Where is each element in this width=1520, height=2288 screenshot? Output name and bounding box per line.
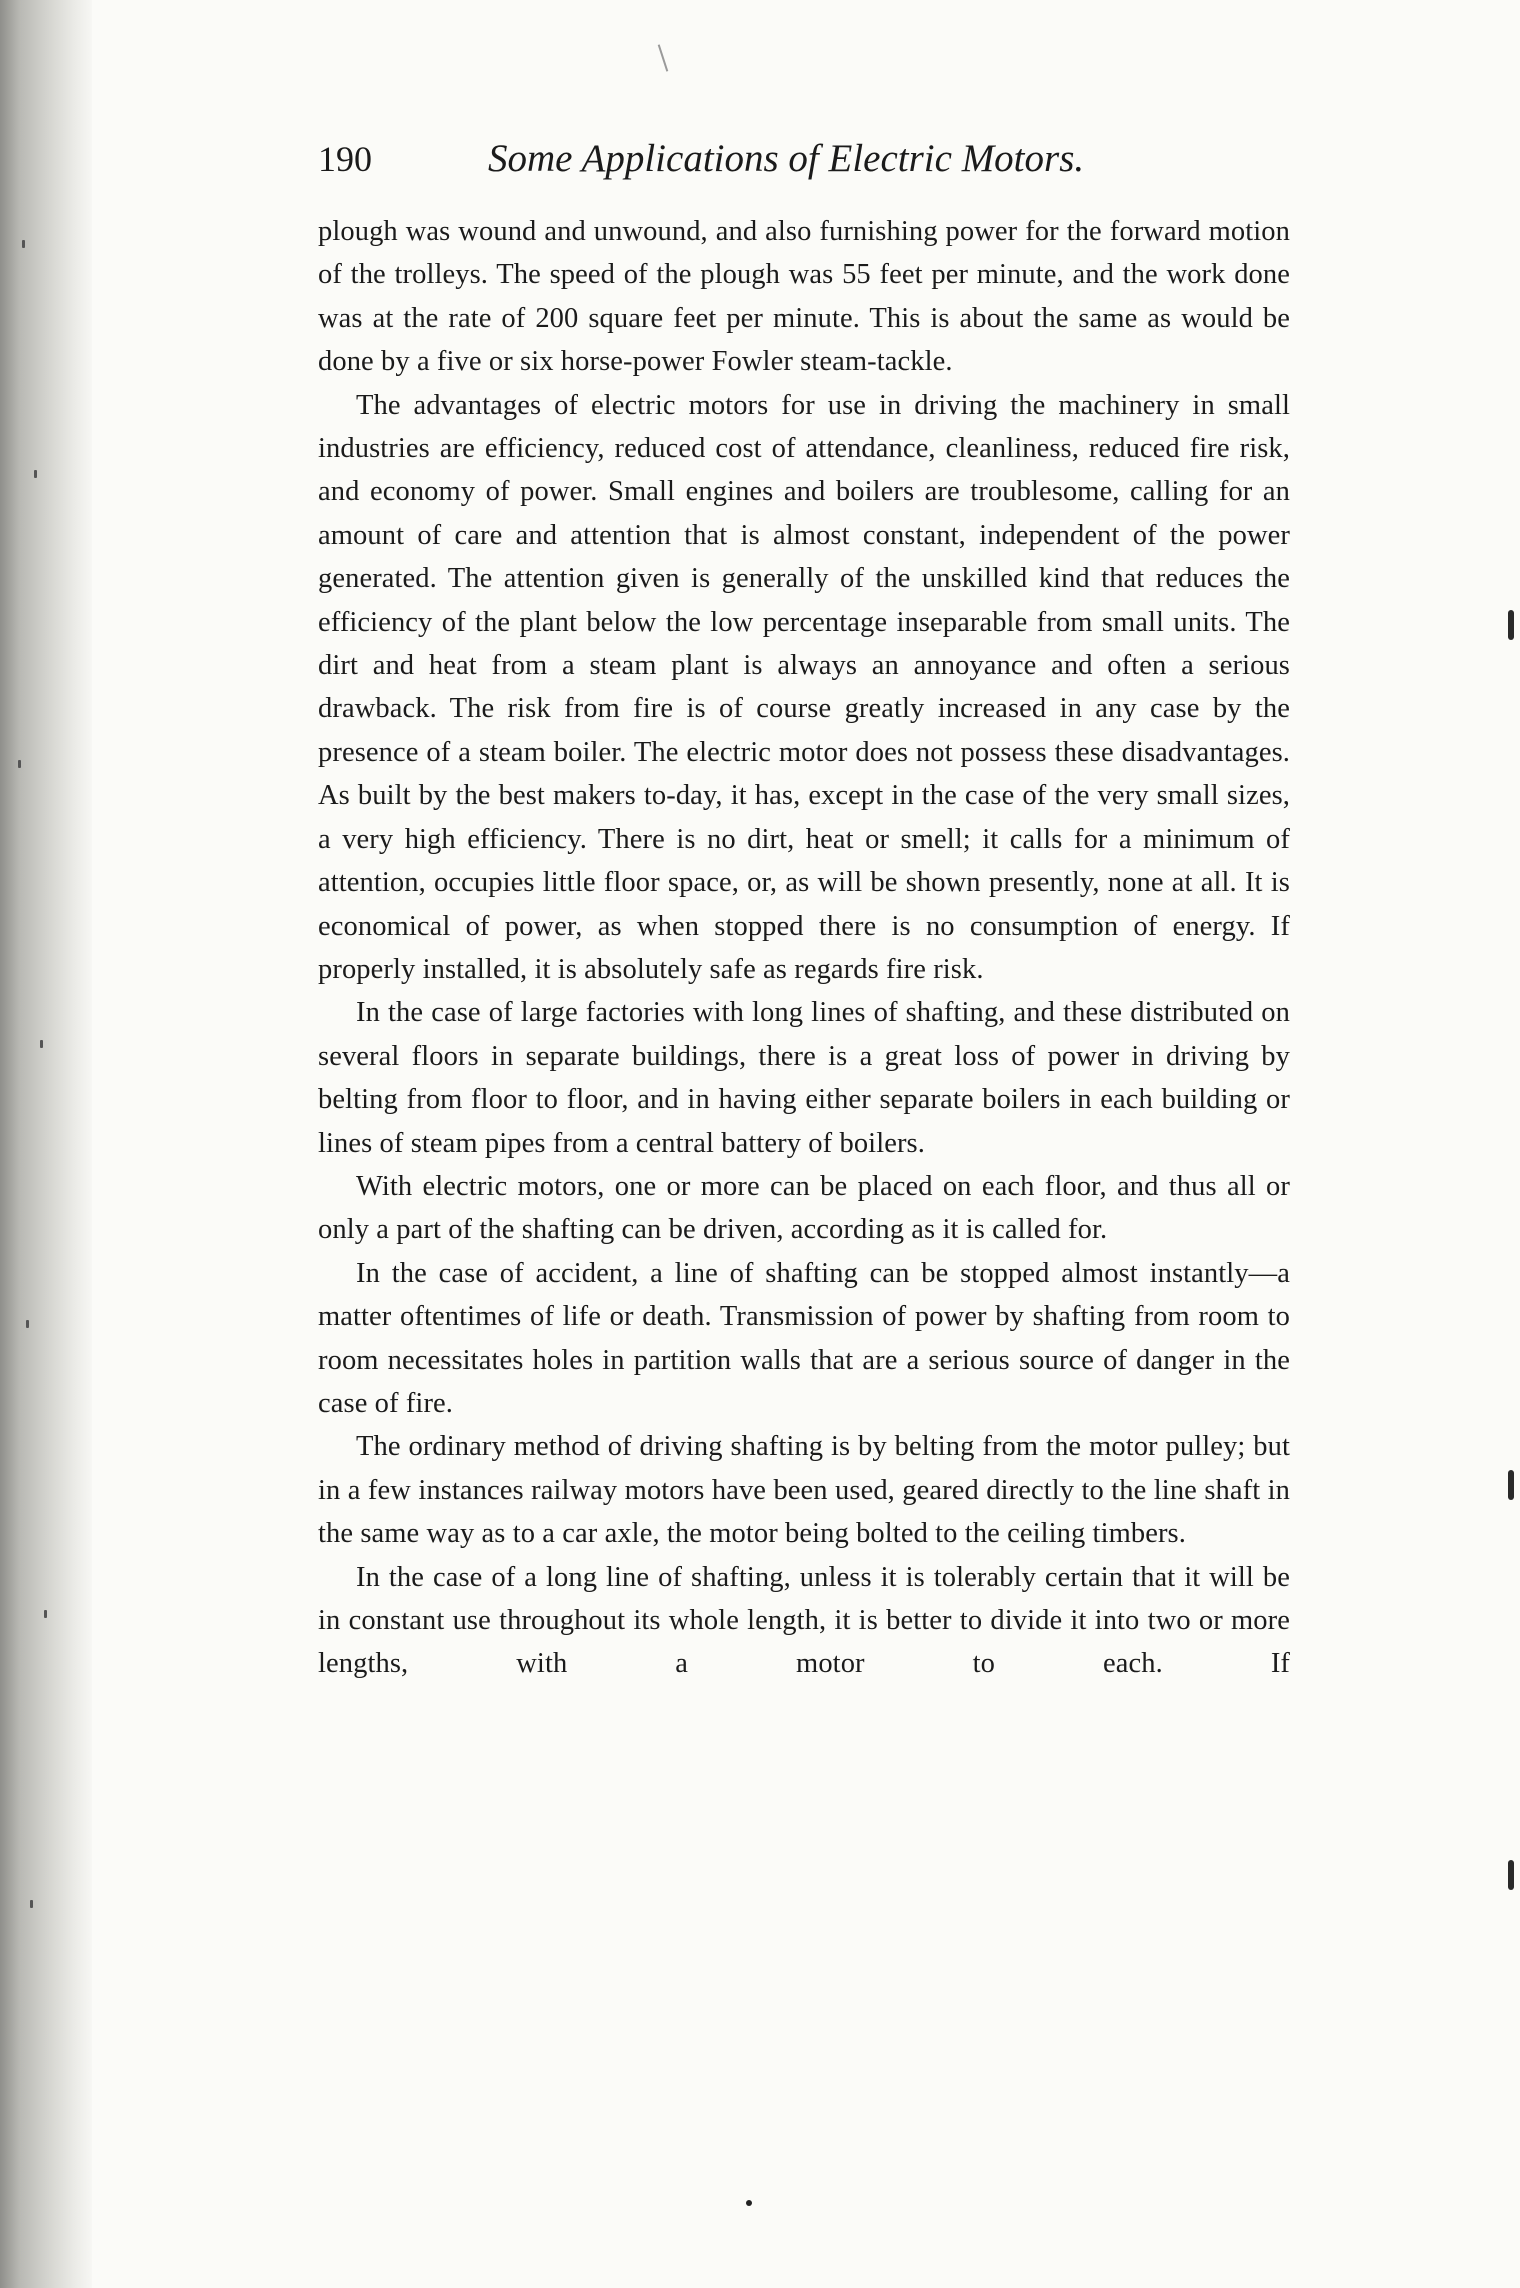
gutter-speck — [22, 240, 25, 248]
gutter-speck — [26, 1320, 29, 1328]
scan-dot — [746, 2200, 752, 2206]
scan-artifact — [658, 44, 669, 71]
paragraph-advantages: The advantages of electric motors for use in driving the machinery in small industries are efficiency, reduced cost of attendance, cleanliness, reduced fire risk, and economy of power. Small engines and boilers are troublesome, calling for an amount of care and attention that is almost constant, independent of the power generated. The attention given is generally of the unskilled kind that reduces the efficiency of the plant below the low percentage inseparable from small units. The dirt and heat from a steam plant is always an annoyance and often a serious drawback. The risk from fire is of course greatly increased in any case by the presence of a steam boiler. The electric motor does not possess these disadvantages. As built by the best makers to-day, it has, except in the case of the very small sizes, a very high efficiency. There is no dirt, heat or smell; it calls for a minimum of attention, occupies little floor space, or, as will be shown presently, none at all. It is economical of power, as when stopped there is no consumption of energy. If properly installed, it is absolutely safe as regards fire risk. — [318, 389, 1290, 985]
paragraph-driving-method: The ordinary method of driving shafting is by belting from the motor pulley; but in a few instances railway motors have been used, geared directly to the line shaft in the same way as to a car axle, the motor being bolted to the ceiling timbers. — [318, 1431, 1290, 1550]
gutter-speck — [44, 1610, 47, 1618]
edge-mark — [1508, 1470, 1514, 1500]
gutter-speck — [34, 470, 37, 478]
gutter-speck — [18, 760, 21, 768]
paragraph-large-factories: In the case of large factories with long lines of shafting, and these distributed on several floors in separate buildings, there is a great loss of power in driving by belting from floor to floor, and in having either separate boilers in each building or lines of steam pipes from a central battery of boilers. — [318, 997, 1290, 1159]
paragraph-accident: In the case of accident, a line of shafting can be stopped almost instantly—a matter oftentimes of life or death. Transmission of power by shafting from room to room necessitates holes in partition walls that are a serious source of danger in the case of fire. — [318, 1257, 1290, 1419]
edge-mark — [1508, 610, 1514, 640]
paragraph-continuation: plough was wound and unwound, and also furnishing power for the forward motion of the trolleys. The speed of the plough was 55 feet per minute, and the work done was at the rate of 200 square feet per minute. This is about the same as would be done by a five or six horse-power Fowler steam-tackle. — [318, 216, 1290, 378]
paragraph-long-line: In the case of a long line of shafting, unless it is tolerably certain that it will be in constant use throughout its whole length, it is better to divide it into two or more lengths, with a motor to each. If — [318, 1561, 1290, 1680]
edge-mark — [1508, 1860, 1514, 1890]
running-title: Some Applications of Electric Motors. — [488, 137, 1085, 180]
book-page — [318, 136, 1290, 1686]
body-text — [318, 210, 1290, 1686]
gutter-speck — [30, 1900, 33, 1908]
gutter-speck — [40, 1040, 43, 1048]
paragraph-electric-motors-floors: With electric motors, one or more can be placed on each floor, and thus all or only a part of the shafting can be driven, according as it is called for. — [318, 1170, 1290, 1246]
page-number: 190 — [318, 139, 372, 179]
book-gutter-shadow — [0, 0, 92, 2288]
running-head — [318, 136, 1290, 196]
